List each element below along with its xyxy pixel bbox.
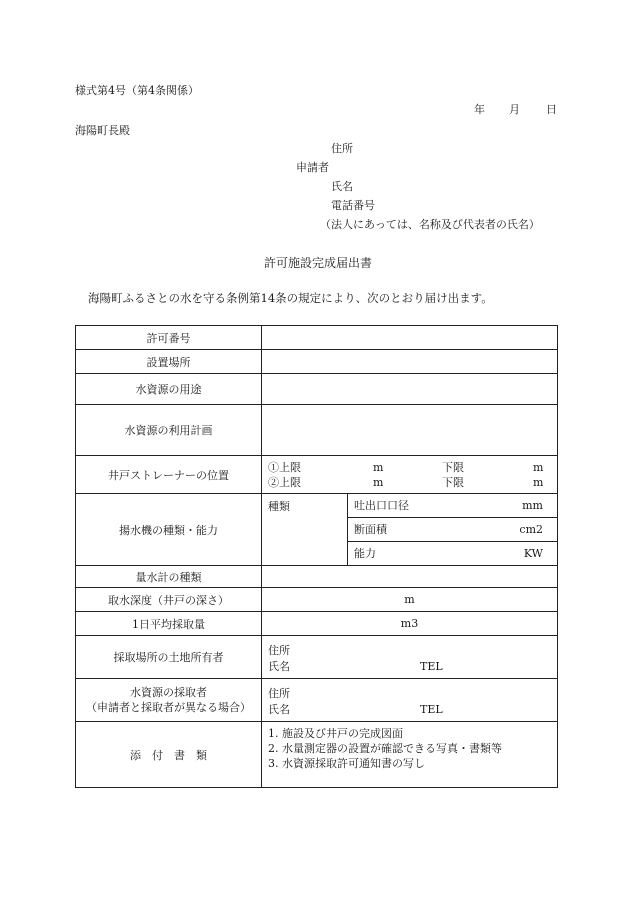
pump-kind-label: 種類 (268, 500, 290, 513)
pump-kind-cell[interactable] (262, 494, 348, 566)
landowner-input[interactable] (262, 636, 558, 679)
collector-tel-label: TEL (420, 703, 443, 716)
collector-input[interactable] (262, 679, 558, 722)
row-plan (76, 405, 558, 456)
attachments-label: 添 付 書 類 (76, 722, 262, 788)
location-label: 設置場所 (76, 350, 262, 374)
strainer-lower-2-unit: m (533, 476, 544, 489)
attachment-item: 3. 水資源採取許可通知書の写し (268, 757, 425, 770)
pump-capacity-unit: KW (523, 547, 543, 560)
landowner-tel-label: TEL (420, 660, 443, 673)
landowner-address-label: 住所 (268, 644, 290, 657)
attachment-item: 1. 施設及び井戸の完成図面 (268, 727, 403, 740)
row-depth (76, 588, 558, 612)
applicant-label: 申請者 (296, 161, 329, 174)
row-collector (76, 679, 558, 722)
strainer-lower-1-unit: m (533, 461, 544, 474)
landowner-name-label: 氏名 (268, 660, 290, 673)
row-daily (76, 612, 558, 636)
applicant-note: （法人にあっては、名称及び代表者の氏名） (320, 218, 540, 231)
pump-capacity-cell[interactable] (348, 542, 558, 566)
strainer-upper-1-unit: m (373, 461, 384, 474)
row-strainer (76, 456, 558, 494)
collector-address-label: 住所 (268, 687, 290, 700)
depth-input[interactable] (262, 588, 558, 612)
permit-number-input[interactable] (262, 326, 558, 350)
applicant-address-label: 住所 (331, 142, 353, 155)
pump-area-unit: cm2 (519, 523, 543, 536)
collector-label (76, 679, 262, 722)
date-year: 年 (474, 103, 485, 116)
attachments-list (262, 722, 558, 788)
daily-unit: m3 (400, 617, 419, 630)
applicant-phone-label: 電話番号 (331, 199, 375, 212)
daily-label: 1日平均採取量 (76, 612, 262, 636)
pump-outlet-unit: mm (522, 499, 543, 512)
meter-input[interactable] (262, 566, 558, 588)
applicant-name-label: 氏名 (331, 180, 353, 193)
pump-outlet-label: 吐出口口径 (354, 499, 409, 512)
row-use (76, 374, 558, 405)
strainer-lower-1: 下限 (442, 461, 464, 474)
form-number: 様式第4号（第4条関係） (75, 84, 199, 97)
meter-label: 量水計の種類 (76, 566, 262, 588)
plan-label: 水資源の利用計画 (76, 405, 262, 456)
form-table (75, 325, 558, 788)
attachment-item: 2. 水量測定器の設置が確認できる写真・書類等 (268, 742, 502, 755)
strainer-values[interactable] (262, 456, 558, 494)
collector-name-label: 氏名 (268, 703, 290, 716)
pump-label: 揚水機の種類・能力 (76, 494, 262, 566)
strainer-upper-1: ①上限 (268, 461, 301, 474)
strainer-label: 井戸ストレーナーの位置 (76, 456, 262, 494)
date-month: 月 (509, 103, 520, 116)
use-input[interactable] (262, 374, 558, 405)
depth-unit: m (404, 593, 415, 606)
date-day: 日 (546, 103, 557, 116)
depth-label: 取水深度（井戸の深さ） (76, 588, 262, 612)
pump-capacity-label: 能力 (354, 547, 376, 560)
intro-text: 海陽町ふるさとの水を守る条例第14条の規定により、次のとおり届け出ます。 (88, 291, 493, 305)
row-meter (76, 566, 558, 588)
document-title: 許可施設完成届出書 (264, 256, 373, 270)
strainer-lower-2: 下限 (442, 476, 464, 489)
location-input[interactable] (262, 350, 558, 374)
strainer-upper-2-unit: m (373, 476, 384, 489)
row-pump-1 (76, 494, 558, 518)
row-attachments (76, 722, 558, 788)
strainer-upper-2: ②上限 (268, 476, 301, 489)
permit-number-label: 許可番号 (76, 326, 262, 350)
pump-outlet-cell[interactable] (348, 494, 558, 518)
pump-area-cell[interactable] (348, 518, 558, 542)
use-label: 水資源の用途 (76, 374, 262, 405)
collector-label-line1: 水資源の採取者 (130, 686, 207, 699)
row-permit-number (76, 326, 558, 350)
plan-input[interactable] (262, 405, 558, 456)
landowner-label: 採取場所の土地所有者 (76, 636, 262, 679)
row-landowner (76, 636, 558, 679)
addressee: 海陽町長殿 (75, 124, 130, 137)
collector-label-line2: （申請者と採取者が異なる場合） (86, 701, 251, 714)
row-location (76, 350, 558, 374)
pump-area-label: 断面積 (354, 523, 387, 536)
daily-input[interactable] (262, 612, 558, 636)
